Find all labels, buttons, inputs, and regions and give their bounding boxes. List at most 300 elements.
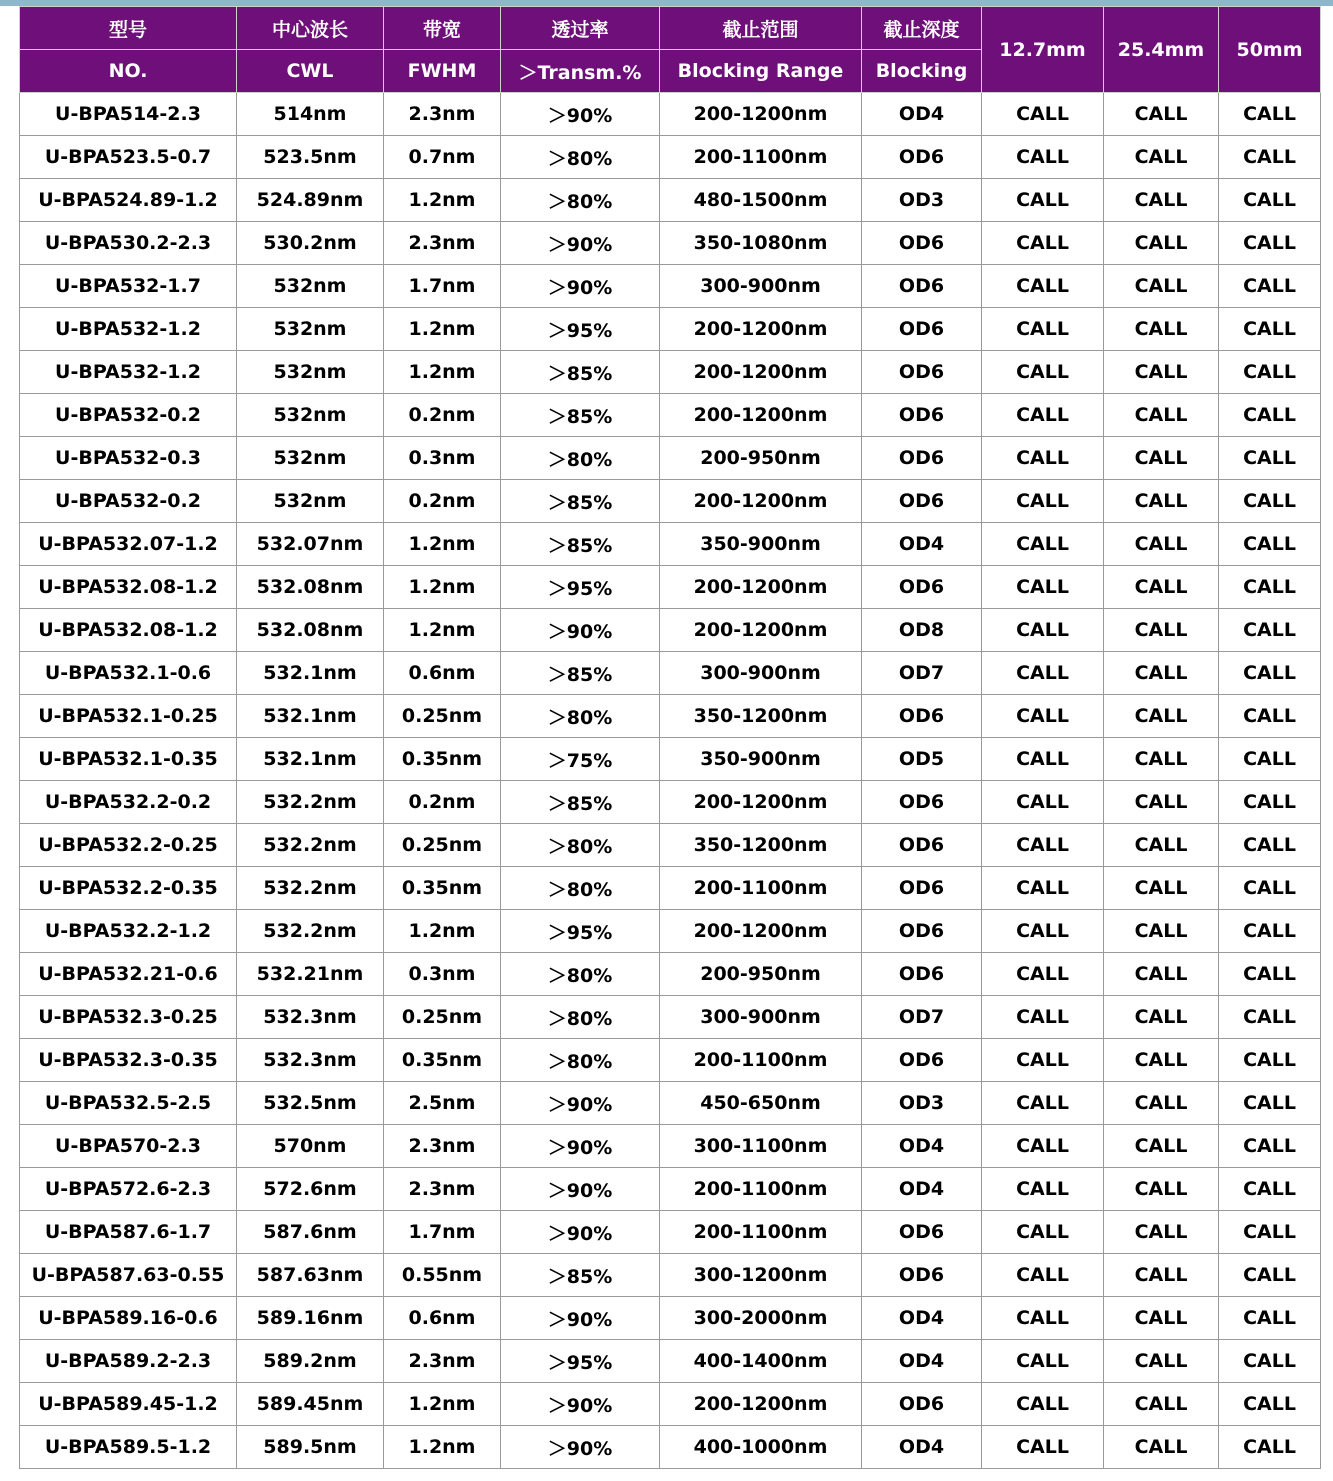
col-blocking-depth-cn: 截止深度 — [862, 7, 982, 50]
fwhm-cell: 1.2nm — [384, 566, 501, 609]
blocking-depth-cell: OD6 — [862, 308, 982, 351]
price-50-cell: CALL — [1219, 179, 1321, 222]
blocking-depth-cell: OD8 — [862, 609, 982, 652]
table-row — [20, 953, 1321, 996]
price-25-4-cell: CALL — [1104, 1383, 1219, 1426]
blocking-range-cell: 200-950nm — [660, 437, 862, 480]
price-12-7-cell: CALL — [982, 609, 1104, 652]
model-cell: U-BPA587.6-1.7 — [20, 1211, 237, 1254]
price-50-cell: CALL — [1219, 1297, 1321, 1340]
transmission-cell: ＞90% — [501, 265, 660, 308]
cwl-cell: 589.16nm — [237, 1297, 384, 1340]
blocking-range-cell: 480-1500nm — [660, 179, 862, 222]
cwl-cell: 532.08nm — [237, 566, 384, 609]
blocking-depth-cell: OD6 — [862, 136, 982, 179]
fwhm-cell: 1.2nm — [384, 179, 501, 222]
model-cell: U-BPA589.45-1.2 — [20, 1383, 237, 1426]
cwl-cell: 572.6nm — [237, 1168, 384, 1211]
price-12-7-cell: CALL — [982, 136, 1104, 179]
col-transmission-cn: 透过率 — [501, 7, 660, 50]
blocking-depth-cell: OD4 — [862, 523, 982, 566]
price-12-7-cell: CALL — [982, 1297, 1104, 1340]
price-50-cell: CALL — [1219, 781, 1321, 824]
transmission-cell: ＞90% — [501, 609, 660, 652]
cwl-cell: 532.5nm — [237, 1082, 384, 1125]
transmission-cell: ＞80% — [501, 824, 660, 867]
blocking-range-cell: 300-900nm — [660, 652, 862, 695]
fwhm-cell: 0.25nm — [384, 996, 501, 1039]
fwhm-cell: 0.55nm — [384, 1254, 501, 1297]
price-12-7-cell: CALL — [982, 1426, 1104, 1469]
blocking-depth-cell: OD6 — [862, 566, 982, 609]
col-bandwidth-en: FWHM — [384, 50, 501, 93]
cwl-cell: 532.07nm — [237, 523, 384, 566]
fwhm-cell: 0.25nm — [384, 695, 501, 738]
model-cell: U-BPA514-2.3 — [20, 93, 237, 136]
fwhm-cell: 2.3nm — [384, 1340, 501, 1383]
table-row — [20, 910, 1321, 953]
table-row — [20, 1125, 1321, 1168]
cwl-cell: 532.2nm — [237, 910, 384, 953]
col-blocking-range-en: Blocking Range — [660, 50, 862, 93]
price-12-7-cell: CALL — [982, 695, 1104, 738]
blocking-range-cell: 200-1200nm — [660, 609, 862, 652]
cwl-cell: 532.2nm — [237, 867, 384, 910]
cwl-cell: 570nm — [237, 1125, 384, 1168]
cwl-cell: 532nm — [237, 351, 384, 394]
price-12-7-cell: CALL — [982, 566, 1104, 609]
model-cell: U-BPA589.2-2.3 — [20, 1340, 237, 1383]
price-25-4-cell: CALL — [1104, 1039, 1219, 1082]
transmission-cell: ＞90% — [501, 1082, 660, 1125]
price-12-7-cell: CALL — [982, 222, 1104, 265]
model-cell: U-BPA532.1-0.6 — [20, 652, 237, 695]
price-50-cell: CALL — [1219, 1168, 1321, 1211]
table-row — [20, 480, 1321, 523]
table-row — [20, 867, 1321, 910]
fwhm-cell: 2.5nm — [384, 1082, 501, 1125]
price-50-cell: CALL — [1219, 437, 1321, 480]
transmission-cell: ＞80% — [501, 996, 660, 1039]
blocking-depth-cell: OD6 — [862, 480, 982, 523]
fwhm-cell: 1.2nm — [384, 351, 501, 394]
price-12-7-cell: CALL — [982, 523, 1104, 566]
transmission-cell: ＞80% — [501, 953, 660, 996]
blocking-range-cell: 350-900nm — [660, 738, 862, 781]
cwl-cell: 532nm — [237, 265, 384, 308]
fwhm-cell: 0.3nm — [384, 953, 501, 996]
model-cell: U-BPA532.08-1.2 — [20, 566, 237, 609]
model-cell: U-BPA570-2.3 — [20, 1125, 237, 1168]
price-25-4-cell: CALL — [1104, 179, 1219, 222]
transmission-cell: ＞95% — [501, 910, 660, 953]
blocking-range-cell: 350-900nm — [660, 523, 862, 566]
blocking-range-cell: 200-1200nm — [660, 1383, 862, 1426]
blocking-depth-cell: OD3 — [862, 1082, 982, 1125]
blocking-depth-cell: OD6 — [862, 953, 982, 996]
model-cell: U-BPA532.3-0.25 — [20, 996, 237, 1039]
price-12-7-cell: CALL — [982, 1340, 1104, 1383]
price-25-4-cell: CALL — [1104, 996, 1219, 1039]
blocking-depth-cell: OD4 — [862, 1340, 982, 1383]
price-50-cell: CALL — [1219, 867, 1321, 910]
blocking-range-cell: 200-1100nm — [660, 1039, 862, 1082]
blocking-range-cell: 200-1200nm — [660, 308, 862, 351]
price-25-4-cell: CALL — [1104, 394, 1219, 437]
transmission-cell: ＞90% — [501, 1211, 660, 1254]
price-12-7-cell: CALL — [982, 1168, 1104, 1211]
price-25-4-cell: CALL — [1104, 910, 1219, 953]
model-cell: U-BPA530.2-2.3 — [20, 222, 237, 265]
fwhm-cell: 0.25nm — [384, 824, 501, 867]
price-50-cell: CALL — [1219, 1383, 1321, 1426]
transmission-cell: ＞85% — [501, 781, 660, 824]
blocking-range-cell: 200-1200nm — [660, 93, 862, 136]
model-cell: U-BPA524.89-1.2 — [20, 179, 237, 222]
price-25-4-cell: CALL — [1104, 652, 1219, 695]
model-cell: U-BPA532.3-0.35 — [20, 1039, 237, 1082]
price-25-4-cell: CALL — [1104, 781, 1219, 824]
price-12-7-cell: CALL — [982, 351, 1104, 394]
table-row — [20, 824, 1321, 867]
table-body — [20, 93, 1321, 1469]
model-cell: U-BPA532.5-2.5 — [20, 1082, 237, 1125]
price-25-4-cell: CALL — [1104, 609, 1219, 652]
transmission-cell: ＞80% — [501, 437, 660, 480]
table-row — [20, 1039, 1321, 1082]
price-25-4-cell: CALL — [1104, 1211, 1219, 1254]
price-12-7-cell: CALL — [982, 265, 1104, 308]
cwl-cell: 523.5nm — [237, 136, 384, 179]
fwhm-cell: 1.7nm — [384, 265, 501, 308]
fwhm-cell: 0.2nm — [384, 480, 501, 523]
price-25-4-cell: CALL — [1104, 1254, 1219, 1297]
price-50-cell: CALL — [1219, 1082, 1321, 1125]
price-12-7-cell: CALL — [982, 308, 1104, 351]
filter-spec-table — [19, 6, 1321, 1469]
blocking-depth-cell: OD7 — [862, 652, 982, 695]
price-50-cell: CALL — [1219, 394, 1321, 437]
price-50-cell: CALL — [1219, 738, 1321, 781]
table-row — [20, 695, 1321, 738]
blocking-range-cell: 350-1080nm — [660, 222, 862, 265]
price-12-7-cell: CALL — [982, 738, 1104, 781]
fwhm-cell: 0.3nm — [384, 437, 501, 480]
blocking-depth-cell: OD3 — [862, 179, 982, 222]
model-cell: U-BPA532-1.7 — [20, 265, 237, 308]
cwl-cell: 532nm — [237, 308, 384, 351]
price-25-4-cell: CALL — [1104, 1340, 1219, 1383]
blocking-range-cell: 450-650nm — [660, 1082, 862, 1125]
fwhm-cell: 2.3nm — [384, 93, 501, 136]
transmission-cell: ＞80% — [501, 179, 660, 222]
transmission-cell: ＞90% — [501, 93, 660, 136]
table-row — [20, 1254, 1321, 1297]
price-50-cell: CALL — [1219, 1254, 1321, 1297]
price-25-4-cell: CALL — [1104, 136, 1219, 179]
fwhm-cell: 1.2nm — [384, 1426, 501, 1469]
blocking-depth-cell: OD6 — [862, 265, 982, 308]
table-row — [20, 781, 1321, 824]
price-25-4-cell: CALL — [1104, 222, 1219, 265]
model-cell: U-BPA532-1.2 — [20, 351, 237, 394]
blocking-range-cell: 200-950nm — [660, 953, 862, 996]
price-50-cell: CALL — [1219, 1426, 1321, 1469]
price-25-4-cell: CALL — [1104, 867, 1219, 910]
table-row — [20, 1168, 1321, 1211]
table-row — [20, 738, 1321, 781]
blocking-range-cell: 300-900nm — [660, 265, 862, 308]
blocking-depth-cell: OD4 — [862, 1297, 982, 1340]
price-12-7-cell: CALL — [982, 781, 1104, 824]
model-cell: U-BPA589.16-0.6 — [20, 1297, 237, 1340]
fwhm-cell: 2.3nm — [384, 1125, 501, 1168]
blocking-depth-cell: OD4 — [862, 1125, 982, 1168]
blocking-depth-cell: OD4 — [862, 1168, 982, 1211]
transmission-cell: ＞90% — [501, 1297, 660, 1340]
model-cell: U-BPA532.08-1.2 — [20, 609, 237, 652]
blocking-range-cell: 200-1200nm — [660, 781, 862, 824]
blocking-depth-cell: OD6 — [862, 781, 982, 824]
price-50-cell: CALL — [1219, 523, 1321, 566]
table-row — [20, 1383, 1321, 1426]
model-cell: U-BPA532-0.2 — [20, 480, 237, 523]
fwhm-cell: 1.2nm — [384, 308, 501, 351]
blocking-depth-cell: OD6 — [862, 1383, 982, 1426]
transmission-cell: ＞90% — [501, 1168, 660, 1211]
transmission-cell: ＞95% — [501, 566, 660, 609]
table-row — [20, 652, 1321, 695]
col-bandwidth-cn: 带宽 — [384, 7, 501, 50]
fwhm-cell: 0.2nm — [384, 781, 501, 824]
col-blocking-depth-en: Blocking — [862, 50, 982, 93]
price-50-cell: CALL — [1219, 480, 1321, 523]
model-cell: U-BPA523.5-0.7 — [20, 136, 237, 179]
transmission-cell: ＞85% — [501, 523, 660, 566]
model-cell: U-BPA532.2-0.35 — [20, 867, 237, 910]
blocking-range-cell: 350-1200nm — [660, 695, 862, 738]
col-model-en: NO. — [20, 50, 237, 93]
cwl-cell: 532.2nm — [237, 781, 384, 824]
fwhm-cell: 1.2nm — [384, 523, 501, 566]
blocking-range-cell: 200-1100nm — [660, 867, 862, 910]
price-12-7-cell: CALL — [982, 996, 1104, 1039]
blocking-depth-cell: OD4 — [862, 1426, 982, 1469]
cwl-cell: 532.3nm — [237, 996, 384, 1039]
model-cell: U-BPA587.63-0.55 — [20, 1254, 237, 1297]
blocking-range-cell: 300-2000nm — [660, 1297, 862, 1340]
transmission-cell: ＞80% — [501, 695, 660, 738]
price-25-4-cell: CALL — [1104, 93, 1219, 136]
model-cell: U-BPA532.2-1.2 — [20, 910, 237, 953]
cwl-cell: 514nm — [237, 93, 384, 136]
model-cell: U-BPA532.2-0.2 — [20, 781, 237, 824]
cwl-cell: 532.3nm — [237, 1039, 384, 1082]
blocking-range-cell: 200-1200nm — [660, 480, 862, 523]
price-50-cell: CALL — [1219, 910, 1321, 953]
fwhm-cell: 0.7nm — [384, 136, 501, 179]
price-12-7-cell: CALL — [982, 480, 1104, 523]
table-row — [20, 179, 1321, 222]
table-row — [20, 1082, 1321, 1125]
blocking-range-cell: 200-1200nm — [660, 351, 862, 394]
transmission-cell: ＞90% — [501, 1383, 660, 1426]
price-25-4-cell: CALL — [1104, 523, 1219, 566]
col-size-25-4: 25.4mm — [1104, 7, 1219, 93]
table-row — [20, 394, 1321, 437]
price-12-7-cell: CALL — [982, 1254, 1104, 1297]
transmission-cell: ＞80% — [501, 1039, 660, 1082]
table-row — [20, 996, 1321, 1039]
price-25-4-cell: CALL — [1104, 265, 1219, 308]
price-50-cell: CALL — [1219, 652, 1321, 695]
price-50-cell: CALL — [1219, 566, 1321, 609]
blocking-range-cell: 200-1100nm — [660, 1168, 862, 1211]
blocking-range-cell: 350-1200nm — [660, 824, 862, 867]
price-12-7-cell: CALL — [982, 1039, 1104, 1082]
price-25-4-cell: CALL — [1104, 824, 1219, 867]
price-50-cell: CALL — [1219, 265, 1321, 308]
model-cell: U-BPA572.6-2.3 — [20, 1168, 237, 1211]
transmission-cell: ＞90% — [501, 1125, 660, 1168]
blocking-range-cell: 300-1200nm — [660, 1254, 862, 1297]
cwl-cell: 589.45nm — [237, 1383, 384, 1426]
price-50-cell: CALL — [1219, 93, 1321, 136]
price-12-7-cell: CALL — [982, 1211, 1104, 1254]
model-cell: U-BPA532.1-0.25 — [20, 695, 237, 738]
price-12-7-cell: CALL — [982, 179, 1104, 222]
table-row — [20, 136, 1321, 179]
model-cell: U-BPA532-0.2 — [20, 394, 237, 437]
blocking-depth-cell: OD6 — [862, 824, 982, 867]
price-12-7-cell: CALL — [982, 910, 1104, 953]
model-cell: U-BPA532.21-0.6 — [20, 953, 237, 996]
price-50-cell: CALL — [1219, 308, 1321, 351]
price-25-4-cell: CALL — [1104, 695, 1219, 738]
cwl-cell: 532.08nm — [237, 609, 384, 652]
col-size-50: 50mm — [1219, 7, 1321, 93]
price-12-7-cell: CALL — [982, 437, 1104, 480]
price-12-7-cell: CALL — [982, 953, 1104, 996]
fwhm-cell: 0.35nm — [384, 1039, 501, 1082]
price-12-7-cell: CALL — [982, 867, 1104, 910]
cwl-cell: 532nm — [237, 394, 384, 437]
table-row — [20, 93, 1321, 136]
cwl-cell: 589.2nm — [237, 1340, 384, 1383]
price-12-7-cell: CALL — [982, 1125, 1104, 1168]
table-row — [20, 222, 1321, 265]
transmission-cell: ＞90% — [501, 1426, 660, 1469]
cwl-cell: 532nm — [237, 480, 384, 523]
price-12-7-cell: CALL — [982, 394, 1104, 437]
blocking-depth-cell: OD5 — [862, 738, 982, 781]
blocking-depth-cell: OD6 — [862, 222, 982, 265]
blocking-range-cell: 200-1200nm — [660, 910, 862, 953]
cwl-cell: 530.2nm — [237, 222, 384, 265]
price-50-cell: CALL — [1219, 222, 1321, 265]
price-25-4-cell: CALL — [1104, 480, 1219, 523]
transmission-cell: ＞75% — [501, 738, 660, 781]
cwl-cell: 532.21nm — [237, 953, 384, 996]
price-25-4-cell: CALL — [1104, 566, 1219, 609]
blocking-depth-cell: OD4 — [862, 93, 982, 136]
price-50-cell: CALL — [1219, 695, 1321, 738]
model-cell: U-BPA589.5-1.2 — [20, 1426, 237, 1469]
cwl-cell: 532.2nm — [237, 824, 384, 867]
price-50-cell: CALL — [1219, 996, 1321, 1039]
model-cell: U-BPA532-1.2 — [20, 308, 237, 351]
fwhm-cell: 1.2nm — [384, 609, 501, 652]
blocking-depth-cell: OD6 — [862, 695, 982, 738]
transmission-cell: ＞85% — [501, 394, 660, 437]
table-row — [20, 1340, 1321, 1383]
price-25-4-cell: CALL — [1104, 437, 1219, 480]
transmission-cell: ＞95% — [501, 1340, 660, 1383]
blocking-range-cell: 400-1000nm — [660, 1426, 862, 1469]
fwhm-cell: 1.7nm — [384, 1211, 501, 1254]
cwl-cell: 587.63nm — [237, 1254, 384, 1297]
table-row — [20, 265, 1321, 308]
cwl-cell: 589.5nm — [237, 1426, 384, 1469]
table-header — [20, 7, 1321, 93]
price-50-cell: CALL — [1219, 136, 1321, 179]
table-row — [20, 1426, 1321, 1469]
blocking-depth-cell: OD6 — [862, 437, 982, 480]
model-cell: U-BPA532-0.3 — [20, 437, 237, 480]
price-25-4-cell: CALL — [1104, 953, 1219, 996]
blocking-range-cell: 400-1400nm — [660, 1340, 862, 1383]
col-blocking-range-cn: 截止范围 — [660, 7, 862, 50]
price-50-cell: CALL — [1219, 1211, 1321, 1254]
table-row — [20, 609, 1321, 652]
model-cell: U-BPA532.2-0.25 — [20, 824, 237, 867]
price-25-4-cell: CALL — [1104, 351, 1219, 394]
blocking-depth-cell: OD7 — [862, 996, 982, 1039]
transmission-cell: ＞85% — [501, 1254, 660, 1297]
cwl-cell: 587.6nm — [237, 1211, 384, 1254]
price-25-4-cell: CALL — [1104, 1082, 1219, 1125]
transmission-cell: ＞80% — [501, 867, 660, 910]
blocking-depth-cell: OD6 — [862, 867, 982, 910]
table-row — [20, 308, 1321, 351]
price-50-cell: CALL — [1219, 1125, 1321, 1168]
price-50-cell: CALL — [1219, 824, 1321, 867]
col-cwl-cn: 中心波长 — [237, 7, 384, 50]
price-25-4-cell: CALL — [1104, 1125, 1219, 1168]
price-12-7-cell: CALL — [982, 824, 1104, 867]
blocking-depth-cell: OD6 — [862, 351, 982, 394]
blocking-depth-cell: OD6 — [862, 394, 982, 437]
price-50-cell: CALL — [1219, 351, 1321, 394]
cwl-cell: 532.1nm — [237, 738, 384, 781]
transmission-cell: ＞95% — [501, 308, 660, 351]
blocking-depth-cell: OD6 — [862, 1254, 982, 1297]
blocking-range-cell: 200-1200nm — [660, 566, 862, 609]
model-cell: U-BPA532.1-0.35 — [20, 738, 237, 781]
blocking-depth-cell: OD6 — [862, 1039, 982, 1082]
col-transmission-en: ＞Transm.% — [501, 50, 660, 93]
cwl-cell: 524.89nm — [237, 179, 384, 222]
fwhm-cell: 1.2nm — [384, 910, 501, 953]
cwl-cell: 532nm — [237, 437, 384, 480]
table-row — [20, 437, 1321, 480]
transmission-cell: ＞90% — [501, 222, 660, 265]
price-12-7-cell: CALL — [982, 652, 1104, 695]
table-row — [20, 351, 1321, 394]
price-12-7-cell: CALL — [982, 93, 1104, 136]
fwhm-cell: 1.2nm — [384, 1383, 501, 1426]
transmission-cell: ＞80% — [501, 136, 660, 179]
